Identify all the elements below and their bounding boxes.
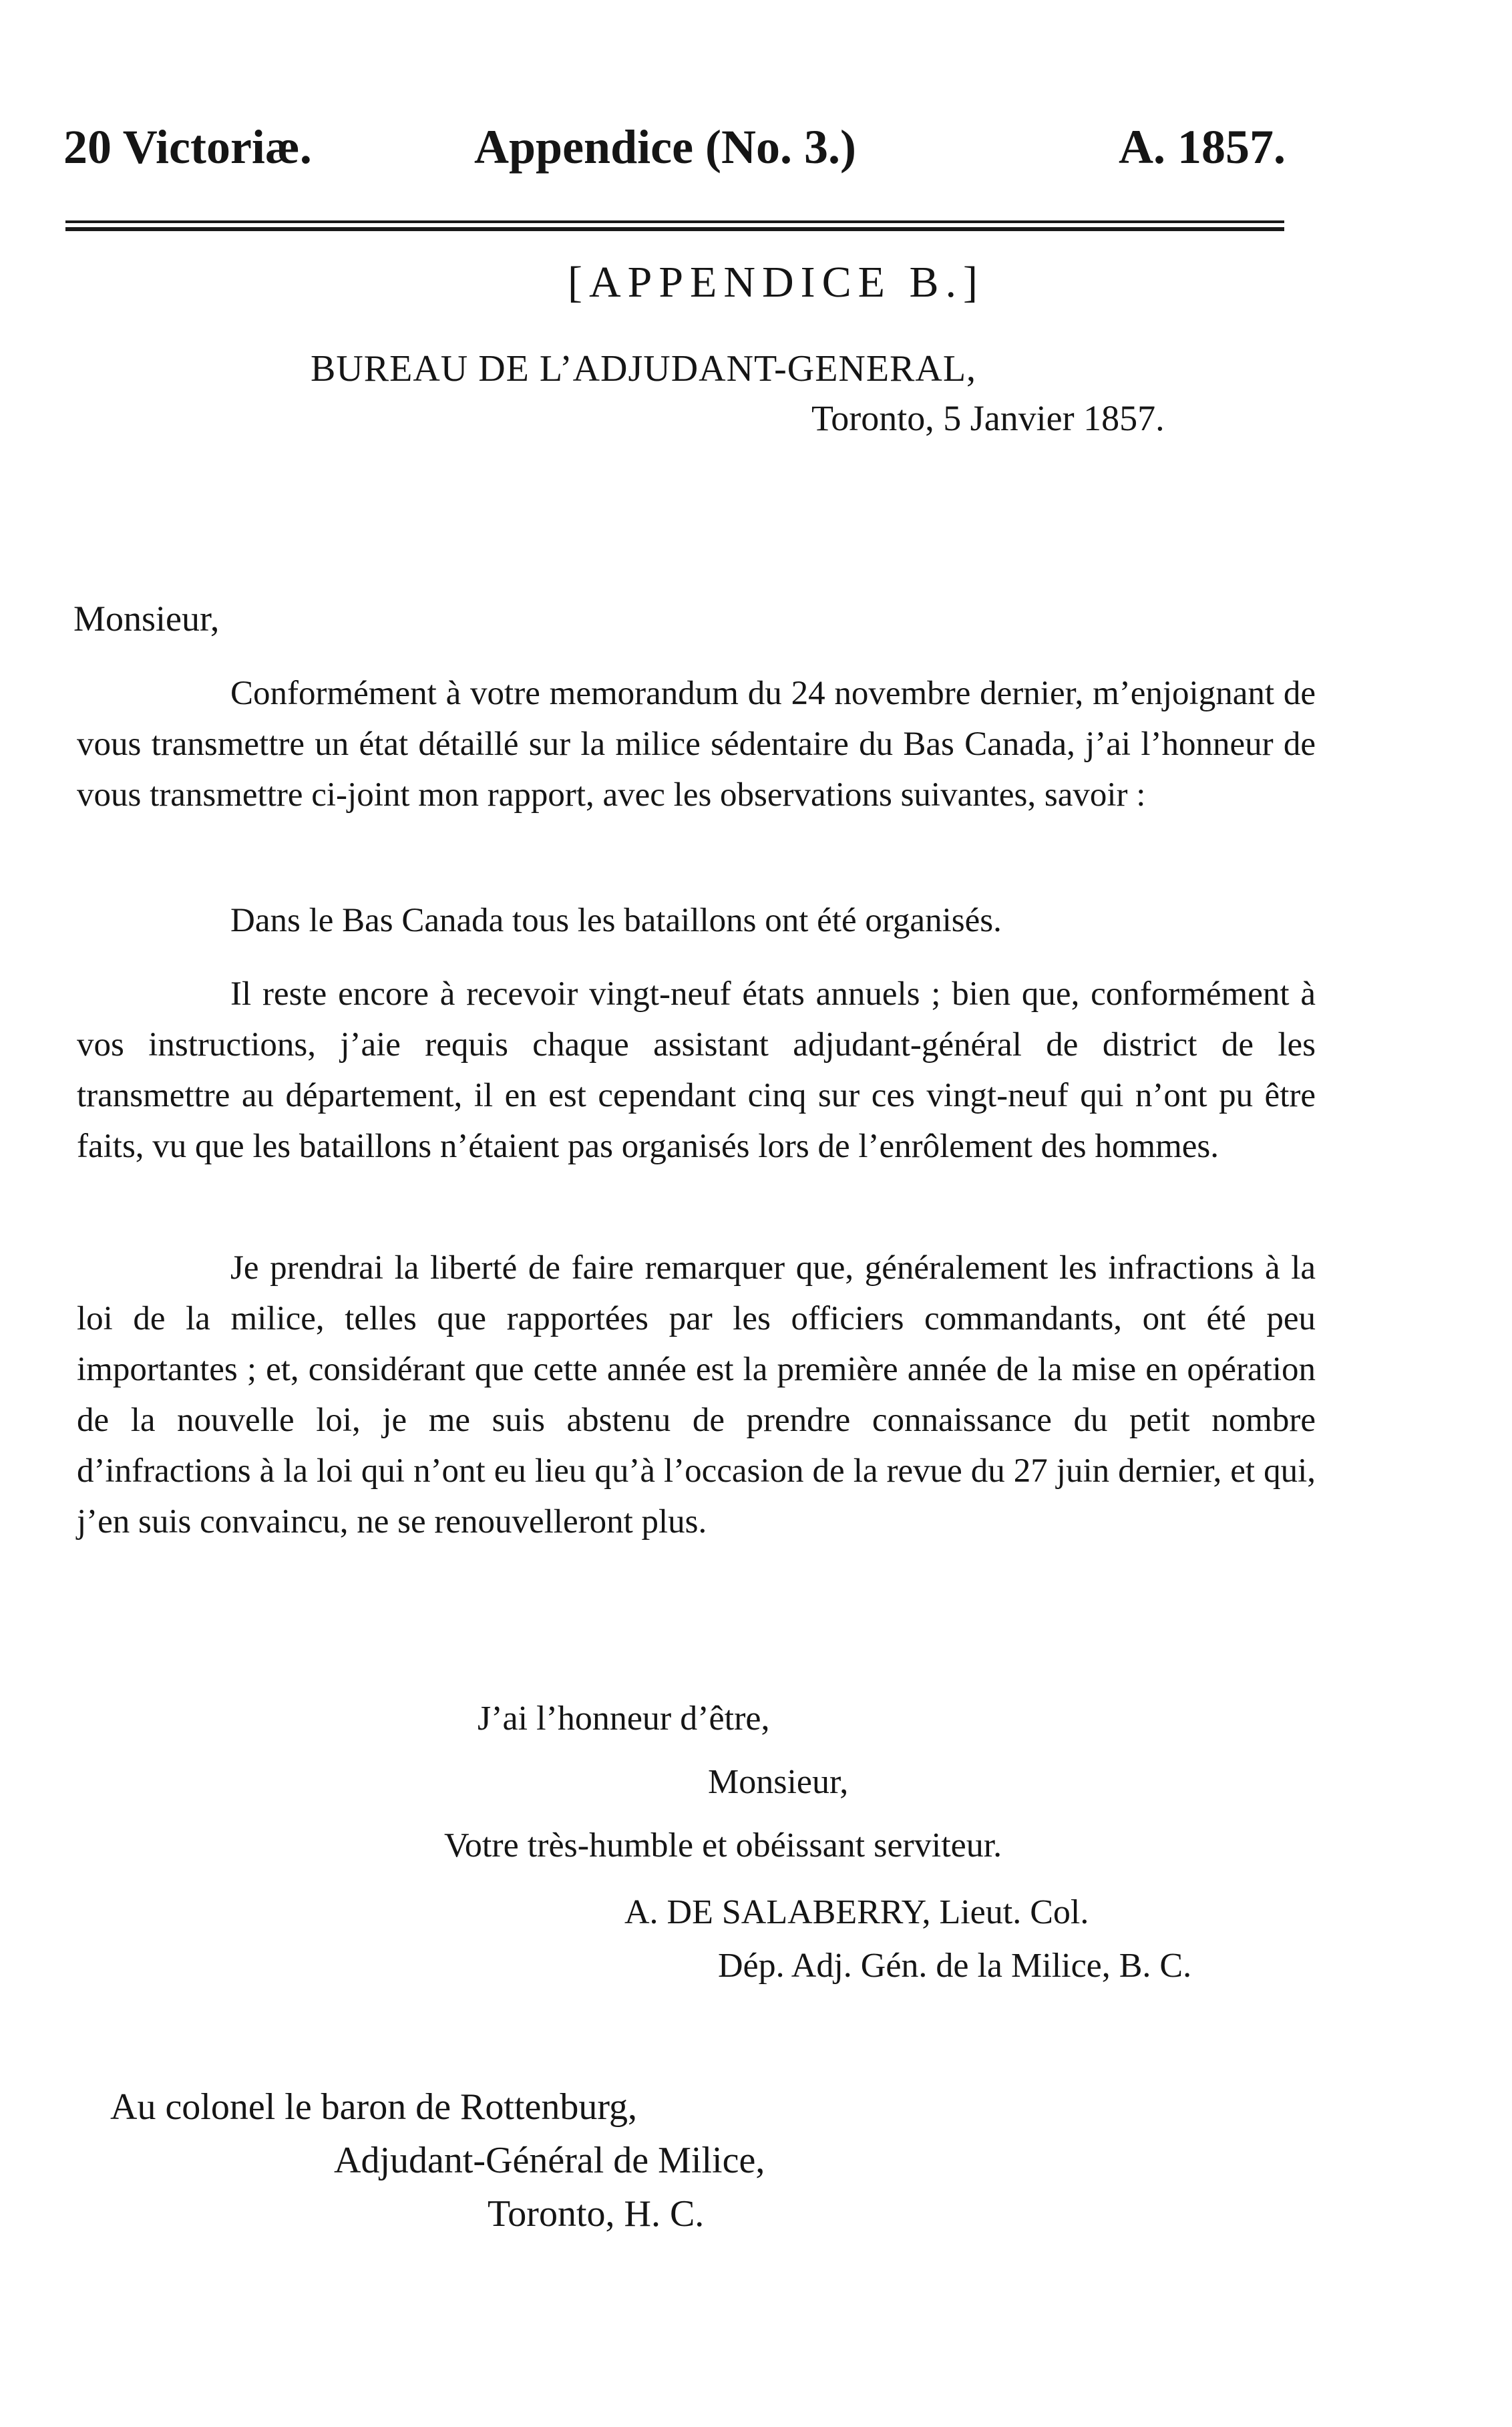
running-header [63,114,1286,180]
header-year: A. 1857. [1119,120,1286,174]
header-session: 20 Victoriæ. [63,120,312,174]
appendix-title: [APPENDICE B.] [567,258,984,307]
paragraph-4: Je prendrai la liberté de faire remarquer que, généralement les infractions à la loi de la milice, telles que rapportées par les officiers commandants, ont été peu importantes ; et, considérant que cette année est la première année de la mise en opération de la nouvelle loi, je me suis abstenu de prendre connaissance du petit nombre d’infractions à la loi qui n’ont eu lieu qu’à l’occasion de la revue du 27 juin dernier, et qui, j’en suis convaincu, ne se renouvelleront plus. [77,1249,1316,1541]
bureau-heading: BUREAU DE L’ADJUDANT-GENERAL, [311,348,977,389]
address-city: Toronto, H. C. [488,2193,705,2235]
dateline: Toronto, 5 Janvier 1857. [811,398,1165,438]
paragraph-3: Il reste encore à recevoir vingt-neuf états annuels ; bien que, conformément à vos instructions, j’aie requis chaque assistant adjudant-général de district de les transmettre au département, il en est cependant cinq sur ces vingt-neuf qui n’ont pu être faits, vu que les bataillons n’étaient pas organisés lors de l’enrôlement des hommes. [77,975,1316,1165]
paragraph-1: Conformément à votre memorandum du 24 novembre dernier, m’enjoignant de vous transmettre un état détaillé sur la milice sédentaire du Bas Canada, j’ai l’honneur de vous transmettre ci-joint mon rapport, avec les observations suivantes, savoir : [77,675,1316,814]
address-office: Adjudant-Général de Milice, [334,2140,765,2181]
closing-servant: Votre très-humble et obéissant serviteur. [444,1826,1002,1865]
signature-title: Dép. Adj. Gén. de la Milice, B. C. [718,1947,1192,1985]
closing-honour: J’ai l’honneur d’être, [478,1700,770,1738]
closing-monsieur: Monsieur, [708,1763,849,1801]
signature-name: A. DE SALABERRY, Lieut. Col. [624,1893,1089,1931]
header-appendix: Appendice (No. 3.) [474,120,856,174]
salutation: Monsieur, [73,599,220,639]
address-recipient: Au colonel le baron de Rottenburg, [110,2086,638,2128]
paragraph-2: Dans le Bas Canada tous les bataillons ont été organisés. [230,902,1002,939]
header-double-rule [65,220,1284,231]
